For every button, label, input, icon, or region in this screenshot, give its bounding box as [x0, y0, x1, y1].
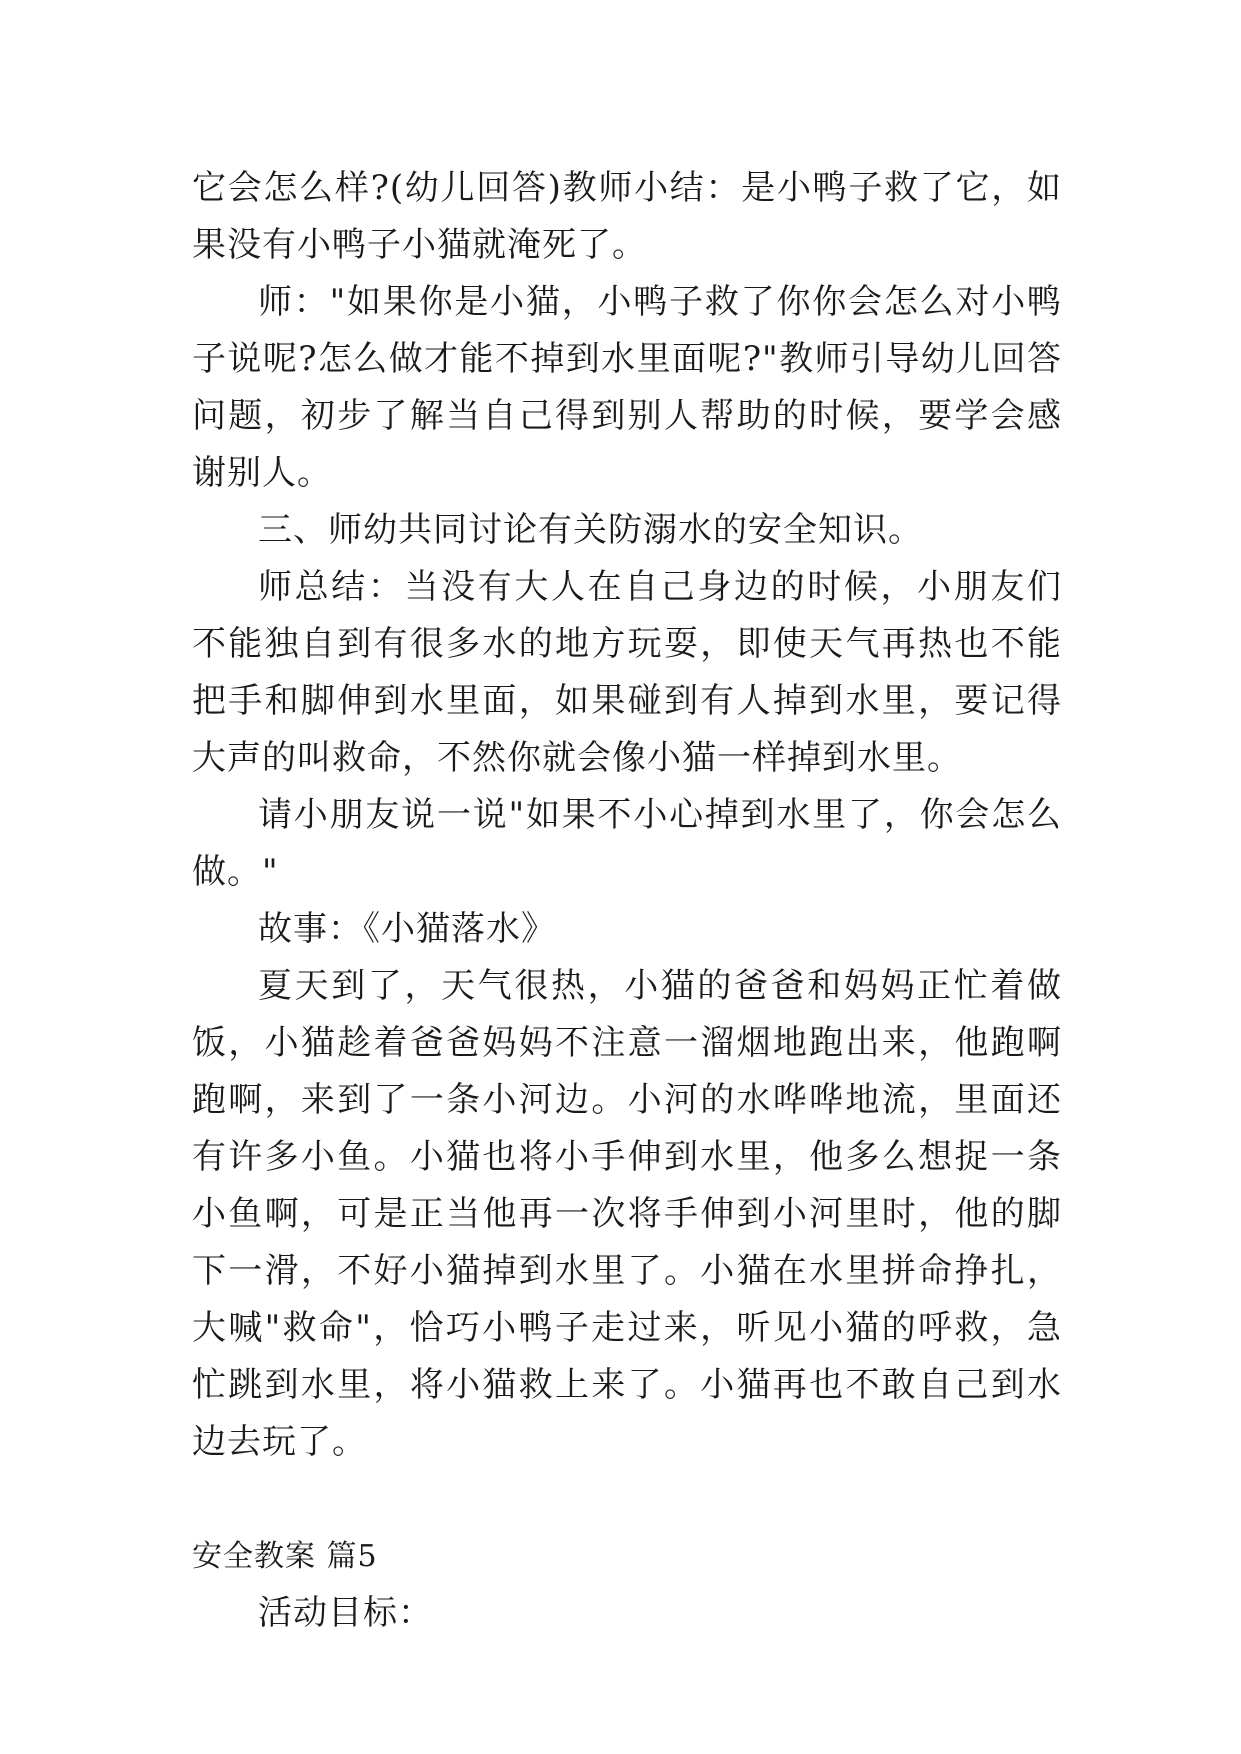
story-title: 故事：《小猫落水》 [258, 909, 556, 949]
paragraph-2: 师："如果你是小猫，小鸭子救了你你会怎么对小鸭子说呢?怎么做才能不掉到水里面呢?"教师引导幼儿回答问题，初步了解当自己得到别人帮助的时候，要学会感谢别人。 [192, 282, 1062, 493]
paragraph-3: 三、师幼共同讨论有关防溺水的安全知识。 [258, 510, 923, 550]
paragraph-1: 它会怎么样?(幼儿回答)教师小结：是小鸭子救了它，如果没有小鸭子小猫就淹死了。 [192, 168, 1062, 265]
paragraph-4: 师总结：当没有大人在自己身边的时候，小朋友们不能独自到有很多水的地方玩耍，即使天气再热也不能把手和脚伸到水里面，如果碰到有人掉到水里，要记得大声的叫救命，不然你就会像小猫一样掉到水里。 [192, 567, 1062, 778]
story-body: 夏天到了，天气很热，小猫的爸爸和妈妈正忙着做饭，小猫趁着爸爸妈妈不注意一溜烟地跑出来，他跑啊跑啊，来到了一条小河边。小河的水哗哗地流，里面还有许多小鱼。小猫也将小手伸到水里，他多么想捉一条小鱼啊，可是正当他再一次将手伸到小河里时，他的脚下一滑，不好小猫掉到水里了。小猫在水里拼命挣扎，大喊"救命"，恰巧小鸭子走过来，听见小猫的呼救，急忙跳到水里，将小猫救上来了。小猫再也不敢自己到水边去玩了。 [192, 966, 1062, 1462]
section-first-item: 活动目标： [258, 1593, 433, 1633]
document-body [192, 160, 1062, 1642]
paragraph-5: 请小朋友说一说"如果不小心掉到水里了，你会怎么做。" [192, 795, 1062, 892]
section-heading: 安全教案 篇5 [192, 1539, 378, 1574]
